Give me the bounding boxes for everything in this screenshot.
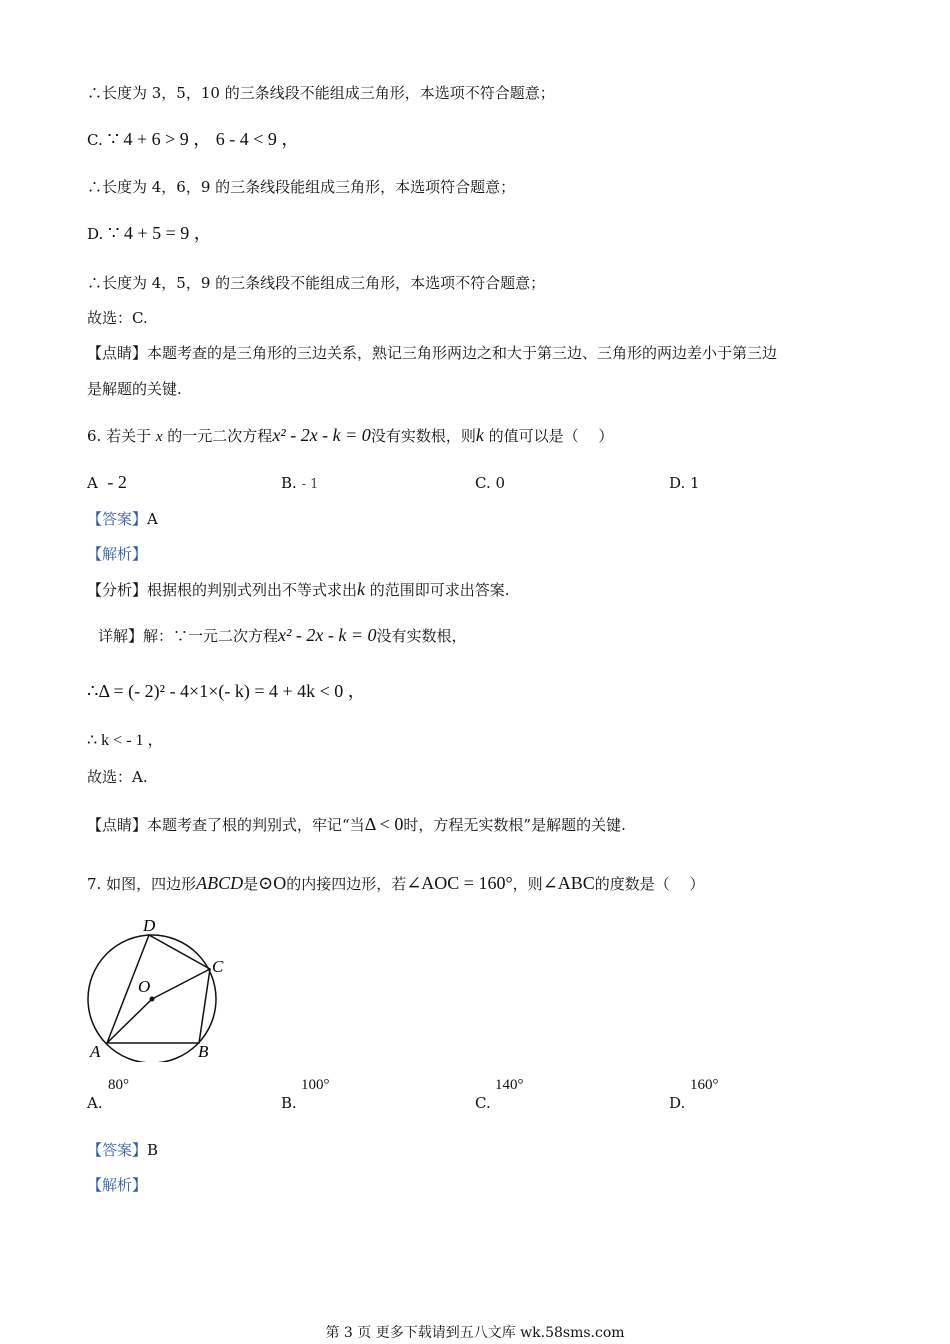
center-point — [150, 997, 155, 1002]
point-label-d: D — [143, 916, 156, 935]
answer-value: B — [147, 1141, 159, 1159]
stem-text: 是 — [243, 875, 259, 893]
point-label-o: O — [138, 977, 151, 996]
detail-line — [98, 624, 467, 647]
stem-text: 的值可以是（ ） — [483, 427, 614, 445]
question-6-stem — [87, 424, 613, 448]
point-label-b: B — [198, 1042, 209, 1061]
option-label: B. — [281, 474, 297, 492]
detail-text: 没有实数根， — [376, 627, 467, 645]
stem-text: 6. 若关于 — [87, 427, 156, 445]
stem-text: 的一元二次方程 — [162, 427, 273, 445]
math-var: ABCD — [196, 873, 244, 893]
q7-option-b-value: 100° — [301, 1077, 330, 1093]
answer-value: A — [147, 510, 158, 528]
q6-option-b — [281, 474, 318, 492]
point-label-c: C — [212, 957, 224, 976]
q7-option-a-label: A. — [87, 1094, 103, 1112]
option-value: - 2 — [107, 472, 127, 492]
dianjing-line — [87, 813, 626, 836]
math-equation: x² - 2x - k = 0 — [278, 625, 377, 645]
answer-line — [87, 1139, 158, 1161]
option-value: - 1 — [301, 477, 319, 492]
fenxi-tag: 【分析】 — [87, 581, 148, 599]
math-equation: x² - 2x - k = 0 — [272, 425, 371, 445]
math-expression: ∠AOC = 160° — [406, 873, 513, 893]
q7-option-d-label: D. — [669, 1094, 686, 1112]
text-line: 是解题的关键. — [87, 380, 182, 398]
dianjing-text: 本题考查的是三角形的三边关系，熟记三角形两边之和大于第三边、三角形的两边差小于第三边 — [147, 344, 778, 362]
option-label: A — [87, 474, 98, 492]
point-label-a: A — [90, 1042, 101, 1061]
stem-text: 的度数是（ ） — [594, 875, 705, 893]
math-expression: ∵ 4 + 5 = 9 ， — [108, 223, 212, 243]
dianjing-text: 本题考查了根的判别式，牢记“当 — [147, 816, 365, 834]
answer-line — [87, 508, 158, 530]
dianjing-tag: 【点睛】 — [87, 816, 148, 834]
option-c-line — [87, 128, 299, 151]
text-line: ∴长度为 4，6，9 的三条线段能组成三角形，本选项符合题意； — [87, 178, 516, 196]
geometry-figure — [80, 912, 240, 1062]
delta-line: ∴Δ = (- 2)² - 4×1×(- k) = 4 + 4k < 0 ， — [87, 681, 366, 701]
q7-option-c-value: 140° — [495, 1077, 524, 1093]
stem-text: ，则 — [512, 875, 543, 893]
stem-text: 7. 如图，四边形 — [87, 875, 197, 893]
dianjing-text: 时，方程无实数根”是解题的关键. — [403, 816, 626, 834]
fenxi-line — [87, 578, 510, 601]
q7-option-d-value: 160° — [690, 1077, 719, 1093]
k-range-line: ∴ k < - 1 ， — [87, 732, 164, 749]
math-expression: ∵ 4 + 6 > 9 ， 6 - 4 < 9 ， — [107, 129, 300, 149]
text-line — [87, 342, 777, 364]
detail-text: 详解】解：∵一元二次方程 — [98, 627, 279, 645]
fenxi-text: 的范围即可求出答案. — [365, 581, 510, 599]
stem-text: 的内接四边形，若 — [286, 875, 407, 893]
answer-tag: 【答案】 — [87, 1141, 148, 1159]
text-line: ∴长度为 4，5，9 的三条线段不能组成三角形，本选项不符合题意； — [87, 274, 546, 292]
fenxi-text: 根据根的判别式列出不等式求出 — [147, 581, 358, 599]
text-line: ∴长度为 3，5，10 的三条线段不能组成三角形，本选项不符合题意； — [87, 84, 555, 102]
text-line: 故选：C. — [87, 309, 148, 327]
question-7-stem — [87, 872, 705, 895]
q7-option-a-value: 80° — [108, 1077, 129, 1093]
math-var: ⊙O — [258, 873, 287, 893]
segment-oc — [152, 969, 210, 999]
analysis-tag: 【解析】 — [87, 1176, 148, 1194]
choose-line: 故选：A. — [87, 768, 148, 786]
math-var: k — [475, 425, 484, 445]
segment-ao — [107, 999, 152, 1043]
math-var: k — [357, 579, 366, 599]
option-label: C. — [87, 131, 103, 149]
q6-option-a — [87, 472, 127, 493]
dianjing-tag: 【点睛】 — [87, 344, 148, 362]
stem-text: 没有实数根，则 — [370, 427, 476, 445]
analysis-tag: 【解析】 — [87, 545, 148, 563]
q6-option-d: D. 1 — [669, 474, 700, 492]
option-label: D. — [87, 225, 104, 243]
math-var: x — [155, 429, 163, 445]
page-footer: 第 3 页 更多下载请到五八文库 wk.58sms.com — [325, 1325, 625, 1341]
q7-option-c-label: C. — [475, 1094, 491, 1112]
option-d-line — [87, 222, 212, 245]
q6-option-c: C. 0 — [475, 474, 506, 492]
answer-tag: 【答案】 — [87, 510, 148, 528]
q7-option-b-label: B. — [281, 1094, 297, 1112]
math-expression: Δ < 0 — [364, 814, 404, 834]
math-var: ∠ABC — [542, 873, 595, 893]
